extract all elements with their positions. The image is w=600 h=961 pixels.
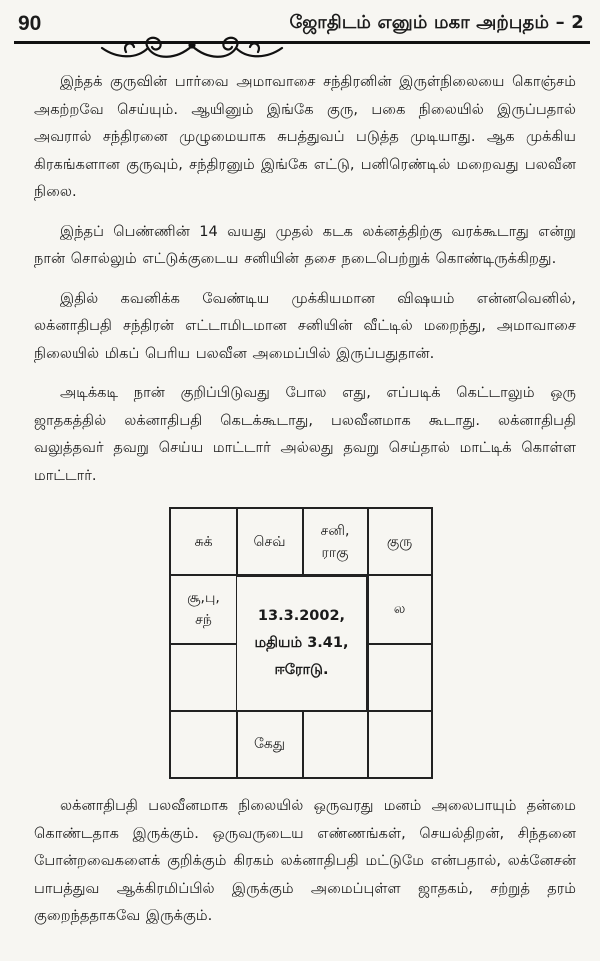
chart-cell-bottom-2: கேது: [253, 736, 286, 752]
paragraph-4: அடிக்கடி நான் குறிப்பிடுவது போல எது, எப்படிக் கெட்டாலும் ஒரு ஜாதகத்தில் லக்னாதிபதி கெடக்கூடாது, பலவீனமாக கூடாது. லக்னாதிபதி வலுத்தவர் தவறு செய்ய மாட்டார் அல்லது தவறு செய்தால் மாட்டிக் கொள்ள மாட்டார்.: [34, 384, 576, 484]
birth-place: ஈரோடு.: [274, 662, 329, 678]
chart-cell-top-3: சனி, ராகு: [320, 522, 350, 561]
chart-cell-top-2: செவ்: [253, 533, 286, 550]
running-title: ஜோதிடம் எனும் மகா அற்புதம் – 2: [289, 12, 584, 33]
chart-cell-left-upper: சூ,பு, சந்: [187, 590, 220, 628]
chart-cell-bottom-4: [368, 711, 431, 777]
chart-cell-bottom-3: [303, 711, 367, 777]
chart-cell-top-4: குரு: [386, 533, 413, 550]
horoscope-chart: [169, 507, 433, 779]
paragraph-2: இந்தப் பெண்ணின் 14 வயது முதல் கடக லக்னத்திற்கு வரக்கூடாது என்று நான் சொல்லும் எட்டுக்குடைய சனியின் தசை நடைபெற்றுக் கொண்டிருக்கிறது.: [34, 222, 576, 267]
birth-date: 13.3.2002,: [257, 608, 346, 624]
paragraph-1: இந்தக் குருவின் பார்வை அமாவாசை சந்திரனின் இருள்நிலையை கொஞ்சம் அகற்றவே செய்யும். ஆயினும் இங்கே குரு, பகை நிலையில் இருப்பதால் அவரால் சந்திரனை முழுமையாக சுபத்துவப் படுத்த முடியாது. ஆக முக்கிய கிரகங்களான குருவும், சந்திரனும் இங்கே எட்டு, பனிரெண்டில் மறைவது பலவீன நிலை.: [34, 73, 576, 200]
page-header: [14, 10, 590, 62]
ornament-scroll-icon: [96, 30, 288, 64]
paragraph-3: இதில் கவனிக்க வேண்டிய முக்கியமான விஷயம் என்னவெனில், லக்னாதிபதி சந்திரன் எட்டாமிடமான சனியின் வீட்டில் மறைந்து, அமாவாசை நிலையில் மிகப் பெரிய பலவீன அமைப்பில் இருப்பதுதான்.: [34, 289, 576, 362]
birth-time: மதியம் 3.41,: [254, 635, 349, 651]
chart-cell-right-upper: ல: [393, 601, 406, 617]
closing-text: [34, 792, 576, 942]
chart-cell-left-lower: [171, 644, 236, 710]
chart-cell-bottom-1: [171, 711, 236, 777]
chart-cell-right-lower: [368, 644, 431, 710]
chart-cell-top-1: சுக்: [194, 533, 213, 550]
chart-center-birth-details: [236, 576, 367, 711]
body-text: [34, 68, 576, 501]
paragraph-5: லக்னாதிபதி பலவீனமாக நிலையில் ஒருவரது மனம் அலைபாயும் தன்மை கொண்டதாக இருக்கும். ஒருவருடைய எண்ணங்கள், செயல்திறன், சிந்தனை போன்றவைகளைக் குறிக்கும் கிரகம் லக்னாதிபதி மட்டுமே என்பதால், லக்னேசன் பாபத்துவ ஆக்கிரமிப்பில் இருக்கும் அமைப்புள்ள ஜாதகம், சற்றுத் தரம் குறைந்ததாகவே இருக்கும்.: [34, 797, 576, 924]
page-number: 90: [18, 12, 42, 35]
